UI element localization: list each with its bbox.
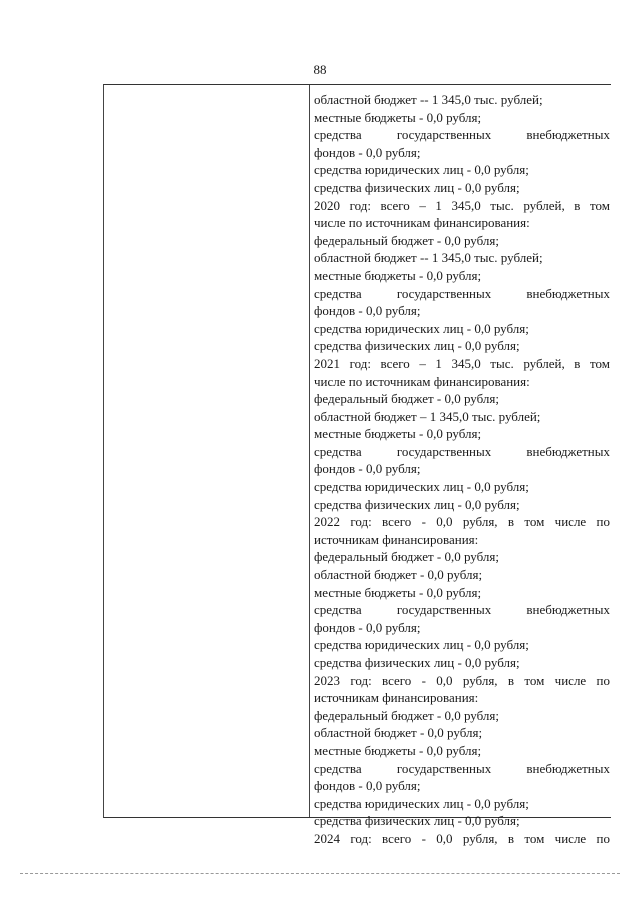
text-line: средства юридических лиц - 0,0 рубля; — [314, 479, 529, 495]
text-line: средства физических лиц - 0,0 рубля; — [314, 179, 520, 195]
text-line: средства физических лиц - 0,0 рубля; — [314, 338, 520, 354]
text-line: местные бюджеты - 0,0 рубля; — [314, 742, 482, 758]
text-line: средства юридических лиц - 0,0 рубля; — [314, 637, 529, 653]
text-line: федеральный бюджет - 0,0 рубля; — [314, 391, 500, 407]
text-line: средства государственных внебюджетных — [314, 602, 610, 618]
text-line: средства физических лиц - 0,0 рубля; — [314, 813, 520, 829]
text-line: фондов - 0,0 рубля; — [314, 778, 421, 794]
text-line: средства физических лиц - 0,0 рубля; — [314, 496, 520, 512]
text-line: 2023 год: всего - 0,0 рубля, в том числе по — [314, 672, 610, 688]
text-line: средства государственных внебюджетных — [314, 127, 610, 143]
text-line: фондов - 0,0 рубля; — [314, 461, 421, 477]
text-line: фондов - 0,0 рубля; — [314, 144, 421, 160]
text-line: 2020 год: всего – 1 345,0 тыс. рублей, в том — [314, 197, 610, 213]
text-line: средства государственных внебюджетных — [314, 285, 610, 301]
text-line: местные бюджеты - 0,0 рубля; — [314, 584, 482, 600]
text-line: фондов - 0,0 рубля; — [314, 619, 421, 635]
text-line: федеральный бюджет - 0,0 рубля; — [314, 707, 500, 723]
table-left-cell — [104, 85, 309, 817]
column-divider — [309, 85, 310, 817]
text-line: 2024 год: всего - 0,0 рубля, в том числе по — [314, 830, 610, 846]
text-line: числе по источникам финансирования: — [314, 373, 530, 389]
text-line: средства физических лиц - 0,0 рубля; — [314, 655, 520, 670]
text-line: средства государственных внебюджетных — [314, 760, 610, 776]
text-line: средства юридических лиц - 0,0 рубля; — [314, 320, 529, 336]
page-number: 88 — [313, 62, 327, 77]
text-line: источникам финансирования: — [314, 531, 479, 547]
text-line: числе по источникам финансирования: — [314, 215, 530, 231]
text-line: средства государственных внебюджетных — [314, 443, 610, 459]
page-bottom-rule — [20, 873, 620, 874]
text-line: областной бюджет – 1 345,0 тыс. рублей; — [314, 408, 541, 424]
text-line: источникам финансирования: — [314, 690, 479, 706]
text-line: местные бюджеты - 0,0 рубля; — [314, 426, 482, 442]
table-right-cell — [314, 91, 610, 848]
text-line: областной бюджет - 0,0 рубля; — [314, 725, 483, 741]
budget-table — [103, 84, 611, 846]
text-line: областной бюджет -- 1 345,0 тыс. рублей; — [314, 250, 543, 266]
text-line: 2021 год: всего – 1 345,0 тыс. рублей, в том — [314, 355, 610, 371]
text-line: средства юридических лиц - 0,0 рубля; — [314, 162, 529, 178]
text-line: средства юридических лиц - 0,0 рубля; — [314, 795, 529, 811]
text-line: 2022 год: всего - 0,0 рубля, в том числе по — [314, 514, 610, 530]
text-line: местные бюджеты - 0,0 рубля; — [314, 109, 482, 125]
text-line: местные бюджеты - 0,0 рубля; — [314, 267, 482, 283]
text-line: фондов - 0,0 рубля; — [314, 303, 421, 319]
text-line: областной бюджет - 0,0 рубля; — [314, 567, 483, 583]
text-line: областной бюджет -- 1 345,0 тыс. рублей; — [314, 92, 543, 107]
text-line: федеральный бюджет - 0,0 рубля; — [314, 232, 500, 248]
text-line: федеральный бюджет - 0,0 рубля; — [314, 549, 500, 565]
